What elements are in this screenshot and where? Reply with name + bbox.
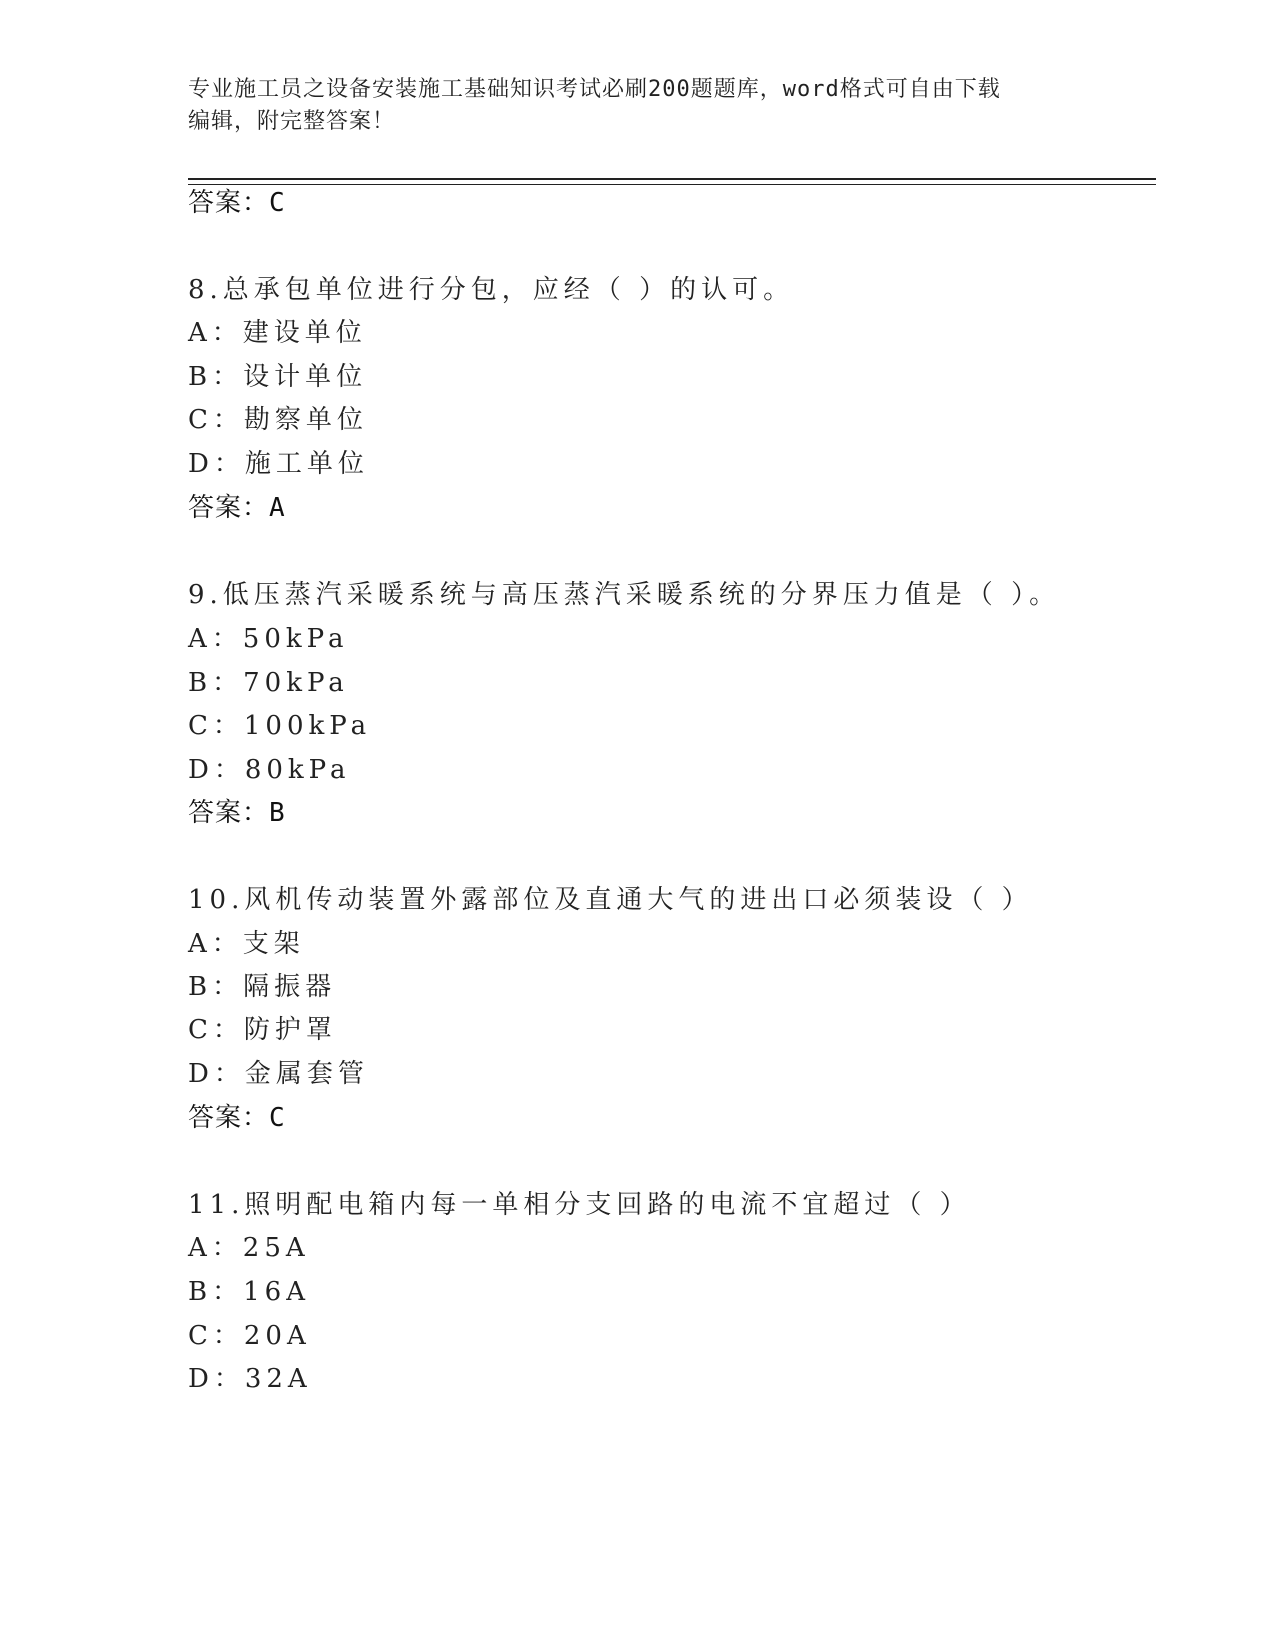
question-8-option-c: C：勘察单位 [188,405,368,435]
header-rule-thick [188,178,1156,180]
question-9-option-b: B：70kPa [188,668,349,698]
question-10: 10.风机传动装置外露部位及直通大气的进出口必须装设（ ） [188,885,1033,915]
question-10-answer: 答案：C [188,1103,286,1133]
question-10-option-d: D：金属套管 [188,1059,369,1089]
question-10-option-c: C：防护罩 [188,1015,337,1045]
question-10-option-a: A：支架 [188,929,305,959]
question-11-option-d: D：32A [188,1364,312,1394]
header-line-1: 专业施工员之设备安装施工基础知识考试必刷200题题库，word格式可自由下载 [188,77,1001,102]
question-8-answer: 答案：A [188,493,286,523]
previous-answer: 答案：C [188,188,286,218]
question-8-option-b: B：设计单位 [188,362,368,392]
question-9-answer: 答案：B [188,798,286,828]
question-9-option-c: C：100kPa [188,711,372,741]
question-8-option-d: D：施工单位 [188,449,369,479]
question-10-option-b: B：隔振器 [188,972,337,1002]
question-11-option-b: B：16A [188,1277,310,1307]
question-11: 11.照明配电箱内每一单相分支回路的电流不宜超过（ ） [188,1190,971,1220]
question-8-option-a: A：建设单位 [188,318,367,348]
question-9: 9.低压蒸汽采暖系统与高压蒸汽采暖系统的分界压力值是（ ）。 [188,580,1061,610]
question-8: 8.总承包单位进行分包，应经（ ）的认可。 [188,275,795,305]
document-header [188,74,1088,138]
header-line-2: 编辑，附完整答案！ [188,109,396,134]
question-11-option-c: C：20A [188,1321,311,1351]
header-rule-thin [188,184,1156,185]
question-9-option-a: A：50kPa [188,624,349,654]
question-11-option-a: A：25A [188,1233,310,1263]
question-9-option-d: D：80kPa [188,755,351,785]
